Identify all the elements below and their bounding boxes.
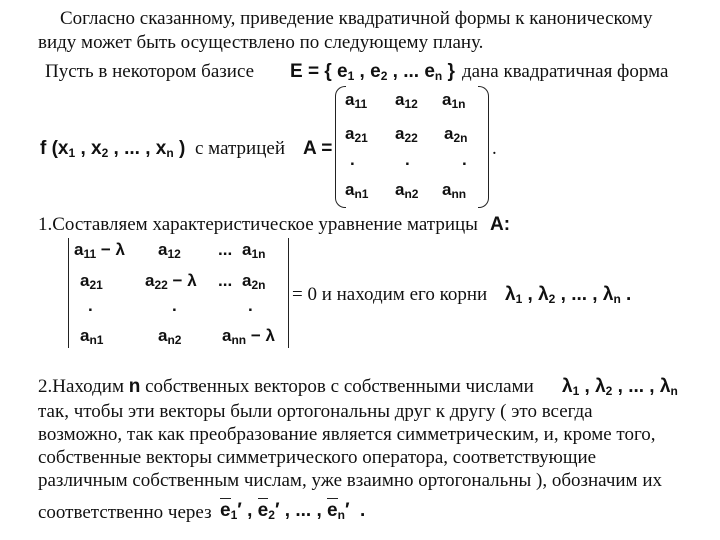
quadratic-form: f ($x_1$ , $x_2$ , ... , $x_n$ ) [40, 138, 186, 160]
orthogonal-vectors: $e_1'$ , $e_2'$ , ... , $e_n'$ . [220, 500, 366, 522]
matrix-a-cell: . [462, 150, 467, 169]
char-cell: ... [218, 240, 233, 259]
matrix-a-right-bracket [478, 86, 489, 208]
char-det-right-bar [288, 238, 289, 348]
step2-line-4: собственные векторы симметрического оператора, соответствующие [38, 447, 597, 468]
matrix-a-cell: $a_{12}$ [395, 90, 418, 111]
with-matrix-text: с матрицей [195, 138, 285, 159]
char-cell: $a_{21}$ [80, 271, 103, 292]
char-cell: $a_{2n}$ [242, 271, 266, 292]
step2-line-2: так, чтобы эти векторы были ортогональны друг к другу ( это всегда [38, 401, 593, 422]
char-cell: . [172, 296, 177, 315]
char-cell: $a_{22} - \lambda$ [145, 271, 197, 292]
matrix-a-cell: $a_{2n}$ [444, 124, 468, 145]
char-cell: $a_{nn} - \lambda$ [222, 326, 275, 347]
step2-eigenvalues: $\lambda_1$ , $\lambda_2$ , ... , $\lambda_n$ [562, 376, 678, 398]
step1-matrix-label: A: [490, 214, 511, 235]
basis-expression: E = { $e_1$ , $e_2$ , ... $e_n$ } [290, 61, 455, 83]
matrix-a-cell: $a_{nn}$ [442, 180, 467, 201]
char-cell: $a_{1n}$ [242, 240, 266, 261]
eigenvalue-roots: $\lambda_1$ , $\lambda_2$ , ... , $\lambda_n$ . [505, 284, 632, 306]
char-cell: ... [218, 271, 233, 290]
matrix-a-cell: $a_{1n}$ [442, 90, 466, 111]
matrix-a-period: . [492, 138, 497, 159]
step2-line-5: различным собственным числам, уже взаимно ортогональны ), обозначим их [38, 470, 663, 491]
char-cell: $a_{11} - \lambda$ [74, 240, 125, 261]
matrix-a-cell: . [405, 150, 410, 169]
step2-line-1-text: собственных векторов с собственными числами [145, 376, 534, 397]
char-cell: $a_{12}$ [158, 240, 181, 261]
matrix-a-cell: $a_{n1}$ [345, 180, 369, 201]
basis-outro-text: дана квадратичная форма [462, 61, 669, 82]
step2-line-3: возможно, так как преобразование является симметрическим, и, кроме того, [38, 424, 656, 445]
matrix-a-cell: $a_{22}$ [395, 124, 418, 145]
char-cell: $a_{n1}$ [80, 326, 104, 347]
char-eq-tail: = 0 и находим его корни [292, 284, 488, 305]
char-cell: . [88, 296, 93, 315]
matrix-a-cell: $a_{21}$ [345, 124, 368, 145]
step2-line-1 [38, 376, 534, 398]
char-det-left-bar [68, 238, 69, 348]
intro-line-1: Согласно сказанному, приведение квадратичной формы к каноническому [60, 8, 653, 29]
intro-line-2: виду может быть осуществлено по следующему плану. [38, 32, 484, 53]
char-cell: $a_{n2}$ [158, 326, 182, 347]
step2-line-6: соответственно через [38, 502, 212, 523]
step2-lead: 2.Находим [38, 376, 124, 397]
matrix-a-label: A = [303, 138, 333, 159]
step2-n: n [128, 376, 141, 397]
char-cell: . [248, 296, 253, 315]
matrix-a-cell: . [350, 150, 355, 169]
basis-intro-text: Пусть в некотором базисе [45, 61, 255, 82]
matrix-a-cell: $a_{11}$ [345, 90, 368, 111]
matrix-a-cell: $a_{n2}$ [395, 180, 419, 201]
step1-text: 1.Составляем характеристическое уравнение матрицы [38, 214, 478, 235]
